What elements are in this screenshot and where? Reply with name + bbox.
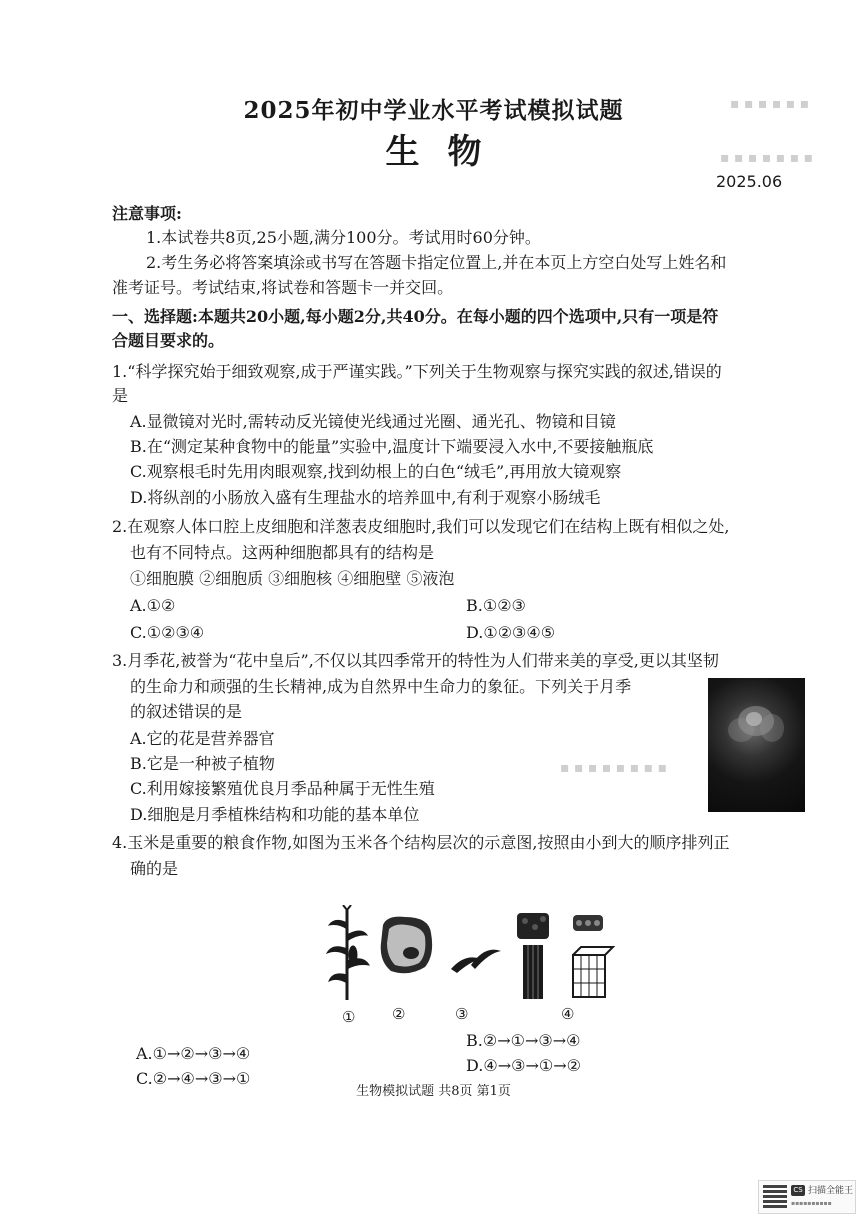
note-item: 2.考生务必将答案填涂或书写在答题卡指定位置上,并在本页上方空白处写上姓名和 bbox=[146, 253, 727, 272]
corn-plant-icon bbox=[327, 905, 369, 1000]
q3-stem-cont: 的生命力和顽强的生长精神,成为自然界中生命力的象征。下列关于月季 bbox=[130, 677, 632, 696]
corn-tissue-icon bbox=[517, 913, 613, 999]
page-footer: 生物模拟试题 共8页 第1页 bbox=[356, 1084, 511, 1099]
q4-stem: 4.玉米是重要的粮食作物,如图为玉米各个结构层次的示意图,按照由小到大的顺序排列正 bbox=[112, 833, 730, 852]
bleed-through-text: ▪ ▪ ▪ ▪ ▪ ▪ ▪ bbox=[720, 150, 814, 166]
diagram-label-1: ① bbox=[342, 1008, 356, 1026]
q4-option-a: A.①→②→③→④ bbox=[136, 1044, 251, 1063]
exam-title: 2025年初中学业水平考试模拟试题 bbox=[243, 97, 624, 124]
q4-option-d: D.④→③→①→② bbox=[466, 1056, 581, 1075]
q1-option-a: A.显微镜对光时,需转动反光镜使光线通过光圈、通光孔、物镜和目镜 bbox=[130, 412, 616, 431]
corn-cell-icon bbox=[381, 917, 432, 974]
section-heading-cont: 合题目要求的。 bbox=[112, 331, 225, 350]
section-heading: 一、选择题:本题共20小题,每小题2分,共40分。在每小题的四个选项中,只有一项是符 bbox=[112, 307, 719, 326]
q3-stem: 3.月季花,被誉为“花中皇后”,不仅以其四季常开的特性为人们带来美的享受,更以其坚韧 bbox=[112, 651, 719, 670]
q1-option-d: D.将纵剖的小肠放入盛有生理盐水的培养皿中,有利于观察小肠绒毛 bbox=[130, 488, 601, 507]
q1-option-b: B.在“测定某种食物中的能量”实验中,温度计下端要浸入水中,不要接触瓶底 bbox=[130, 437, 654, 456]
rose-photo bbox=[708, 678, 805, 812]
scanner-watermark-badge bbox=[758, 1180, 856, 1214]
note-item: 准考证号。考试结束,将试卷和答题卡一并交回。 bbox=[112, 278, 454, 297]
q3-option-a: A.它的花是营养器官 bbox=[130, 729, 275, 748]
notes-heading: 注意事项: bbox=[112, 204, 182, 223]
q3-option-b: B.它是一种被子植物 bbox=[130, 754, 275, 773]
q2-stem: 2.在观察人体口腔上皮细胞和洋葱表皮细胞时,我们可以发现它们在结构上既有相似之处, bbox=[112, 517, 730, 536]
q3-stem-cont: 的叙述错误的是 bbox=[130, 702, 243, 721]
diagram-label-3: ③ bbox=[455, 1005, 469, 1023]
scanner-logo: CS bbox=[791, 1185, 805, 1196]
diagram-label-4: ④ bbox=[561, 1005, 575, 1023]
subject-title: 生物 bbox=[385, 132, 510, 172]
corn-structure-diagram bbox=[325, 905, 615, 1030]
bleed-through-text: ▪ ▪ ▪ ▪ ▪ ▪ ▪ ▪ bbox=[560, 760, 668, 776]
q2-stem-cont: 也有不同特点。这两种细胞都具有的结构是 bbox=[130, 543, 435, 562]
corn-leaf-icon bbox=[451, 950, 501, 973]
scanner-tagline-text: ▪▪▪▪▪▪▪▪▪▪ bbox=[791, 1200, 832, 1207]
bleed-through-text: ▪ ▪ ▪ ▪ ▪ ▪ bbox=[730, 96, 810, 112]
q4-option-c: C.②→④→③→① bbox=[136, 1069, 251, 1088]
q4-stem-cont: 确的是 bbox=[130, 859, 179, 878]
q1-stem: 1.“科学探究始于细致观察,成于严谨实践。”下列关于生物观察与探究实践的叙述,错误的 bbox=[112, 362, 722, 381]
q2-structure-list: ①细胞膜 ②细胞质 ③细胞核 ④细胞壁 ⑤液泡 bbox=[130, 569, 455, 588]
q2-option-d: D.①②③④⑤ bbox=[466, 623, 556, 642]
exam-date: 2025.06 bbox=[716, 172, 783, 191]
q1-option-c: C.观察根毛时先用肉眼观察,找到幼根上的白色“绒毛”,再用放大镜观察 bbox=[130, 462, 622, 481]
q3-option-c: C.利用嫁接繁殖优良月季品种属于无性生殖 bbox=[130, 779, 435, 798]
diagram-label-2: ② bbox=[392, 1005, 406, 1023]
q2-option-c: C.①②③④ bbox=[130, 623, 205, 642]
note-item: 1.本试卷共8页,25小题,满分100分。考试用时60分钟。 bbox=[146, 228, 541, 247]
corn-structure-svg bbox=[325, 905, 615, 1005]
q1-stem-cont: 是 bbox=[112, 386, 129, 405]
scanner-app-name: 扫描全能王 bbox=[808, 1186, 854, 1196]
q2-option-b: B.①②③ bbox=[466, 596, 526, 615]
q4-option-b: B.②→①→③→④ bbox=[466, 1031, 581, 1050]
qr-code-icon bbox=[763, 1184, 787, 1208]
q2-option-a: A.①② bbox=[130, 596, 176, 615]
q3-option-d: D.细胞是月季植株结构和功能的基本单位 bbox=[130, 805, 420, 824]
